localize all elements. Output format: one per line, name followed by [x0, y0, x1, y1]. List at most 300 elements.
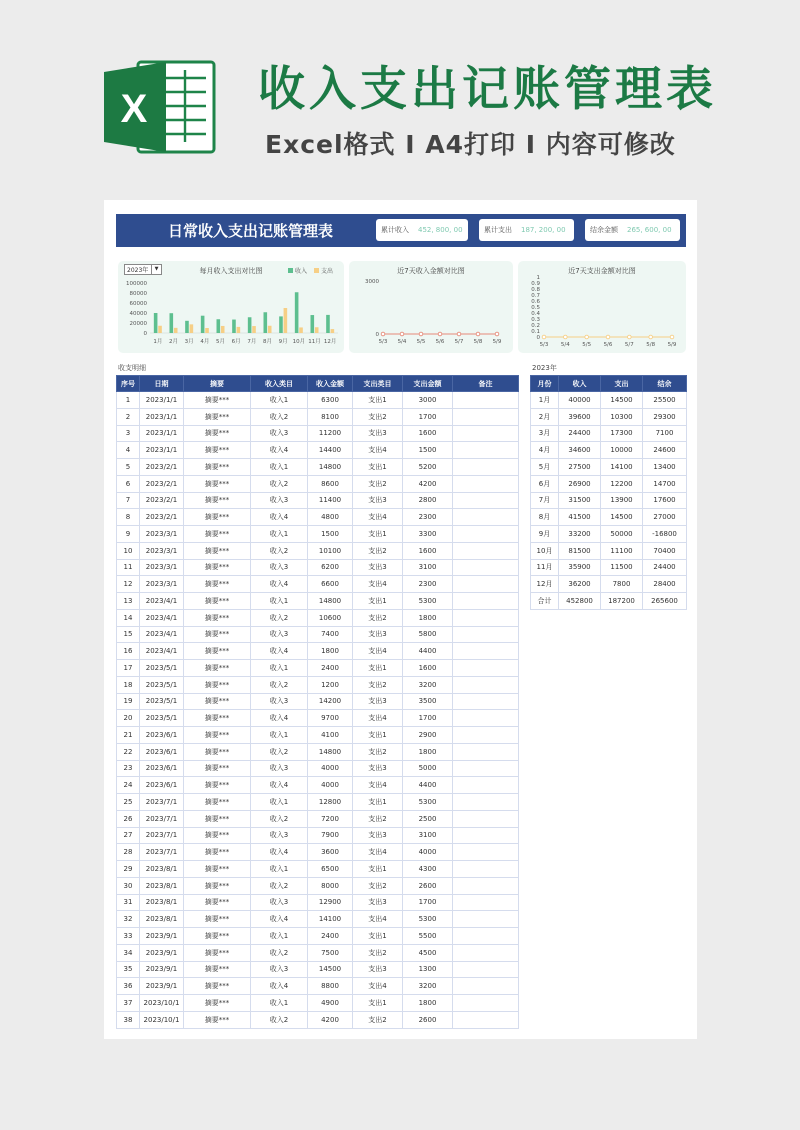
- table-cell[interactable]: 24400: [559, 425, 601, 442]
- table-cell[interactable]: 摘要***: [184, 928, 251, 945]
- table-cell[interactable]: 17300: [601, 425, 643, 442]
- table-cell[interactable]: 收入1: [251, 459, 308, 476]
- table-cell[interactable]: 摘要***: [184, 660, 251, 677]
- table-cell[interactable]: 25500: [643, 392, 687, 409]
- table-cell[interactable]: [453, 643, 519, 660]
- table-cell[interactable]: 2023/5/1: [140, 660, 184, 677]
- table-cell[interactable]: 收入3: [251, 961, 308, 978]
- table-cell[interactable]: 收入3: [251, 559, 308, 576]
- table-cell[interactable]: 2023/8/1: [140, 894, 184, 911]
- table-cell[interactable]: 收入2: [251, 475, 308, 492]
- table-cell[interactable]: 27: [117, 827, 140, 844]
- table-cell[interactable]: 支出3: [353, 693, 403, 710]
- table-cell[interactable]: 1月: [531, 392, 559, 409]
- table-cell[interactable]: 支出1: [353, 794, 403, 811]
- table-cell[interactable]: 摘要***: [184, 459, 251, 476]
- table-cell[interactable]: 支出3: [353, 827, 403, 844]
- table-cell[interactable]: 14200: [308, 693, 353, 710]
- table-cell[interactable]: 8000: [308, 877, 353, 894]
- table-cell[interactable]: 18: [117, 676, 140, 693]
- table-cell[interactable]: 17: [117, 660, 140, 677]
- table-cell[interactable]: 2300: [403, 509, 453, 526]
- table-cell[interactable]: 摘要***: [184, 425, 251, 442]
- table-cell[interactable]: 支出2: [353, 408, 403, 425]
- table-cell[interactable]: 12900: [308, 894, 353, 911]
- table-cell[interactable]: 2023/4/1: [140, 643, 184, 660]
- table-cell[interactable]: [453, 593, 519, 610]
- table-cell[interactable]: 24400: [643, 559, 687, 576]
- table-cell[interactable]: 34: [117, 944, 140, 961]
- table-cell[interactable]: 81500: [559, 542, 601, 559]
- table-cell[interactable]: 收入4: [251, 643, 308, 660]
- table-cell[interactable]: 支出1: [353, 861, 403, 878]
- table-cell[interactable]: 支出4: [353, 710, 403, 727]
- table-cell[interactable]: 24600: [643, 442, 687, 459]
- table-cell[interactable]: 2023/9/1: [140, 944, 184, 961]
- table-cell[interactable]: [453, 660, 519, 677]
- table-cell[interactable]: 17600: [643, 492, 687, 509]
- table-cell[interactable]: 14800: [308, 459, 353, 476]
- table-cell[interactable]: 收入2: [251, 676, 308, 693]
- table-cell[interactable]: 29300: [643, 408, 687, 425]
- table-cell[interactable]: 4: [117, 442, 140, 459]
- table-cell[interactable]: 6600: [308, 576, 353, 593]
- table-cell[interactable]: 支出1: [353, 928, 403, 945]
- table-cell[interactable]: 8800: [308, 978, 353, 995]
- table-cell[interactable]: 2023/3/1: [140, 526, 184, 543]
- chevron-down-icon[interactable]: ▼: [151, 265, 161, 274]
- table-cell[interactable]: 2023/2/1: [140, 492, 184, 509]
- table-cell[interactable]: 5500: [403, 928, 453, 945]
- table-cell[interactable]: 3: [117, 425, 140, 442]
- table-cell[interactable]: 2023/1/1: [140, 392, 184, 409]
- table-cell[interactable]: 支出2: [353, 810, 403, 827]
- table-cell[interactable]: 3月: [531, 425, 559, 442]
- table-cell[interactable]: 2400: [308, 660, 353, 677]
- table-cell[interactable]: 26900: [559, 475, 601, 492]
- table-cell[interactable]: 14500: [601, 392, 643, 409]
- table-cell[interactable]: 收入1: [251, 593, 308, 610]
- table-cell[interactable]: 6月: [531, 475, 559, 492]
- table-cell[interactable]: 支出2: [353, 1011, 403, 1028]
- table-cell[interactable]: 2023/1/1: [140, 442, 184, 459]
- table-cell[interactable]: 收入3: [251, 425, 308, 442]
- table-cell[interactable]: [453, 509, 519, 526]
- table-cell[interactable]: 14500: [308, 961, 353, 978]
- table-cell[interactable]: 13900: [601, 492, 643, 509]
- table-cell[interactable]: 支出1: [353, 727, 403, 744]
- table-cell[interactable]: 支出4: [353, 911, 403, 928]
- table-cell[interactable]: 支出3: [353, 425, 403, 442]
- table-cell[interactable]: 4300: [403, 861, 453, 878]
- table-cell[interactable]: 2600: [403, 877, 453, 894]
- table-cell[interactable]: 3100: [403, 559, 453, 576]
- table-cell[interactable]: 摘要***: [184, 844, 251, 861]
- table-cell[interactable]: 2023/3/1: [140, 576, 184, 593]
- table-cell[interactable]: 2023/6/1: [140, 727, 184, 744]
- table-cell[interactable]: [453, 576, 519, 593]
- table-cell[interactable]: [453, 743, 519, 760]
- table-cell[interactable]: 收入4: [251, 710, 308, 727]
- table-cell[interactable]: 4月: [531, 442, 559, 459]
- table-cell[interactable]: [453, 944, 519, 961]
- table-cell[interactable]: 摘要***: [184, 877, 251, 894]
- table-cell[interactable]: 13: [117, 593, 140, 610]
- table-cell[interactable]: 31500: [559, 492, 601, 509]
- table-cell[interactable]: 5300: [403, 794, 453, 811]
- table-cell[interactable]: 6300: [308, 392, 353, 409]
- table-cell[interactable]: 14500: [601, 509, 643, 526]
- table-cell[interactable]: 收入3: [251, 827, 308, 844]
- table-cell[interactable]: 收入1: [251, 392, 308, 409]
- table-cell[interactable]: 37: [117, 995, 140, 1012]
- table-cell[interactable]: 2023/5/1: [140, 710, 184, 727]
- table-cell[interactable]: 2023/5/1: [140, 693, 184, 710]
- table-cell[interactable]: 2023/2/1: [140, 475, 184, 492]
- table-cell[interactable]: 33200: [559, 526, 601, 543]
- table-cell[interactable]: 10600: [308, 609, 353, 626]
- table-cell[interactable]: 14100: [308, 911, 353, 928]
- table-cell[interactable]: [453, 442, 519, 459]
- table-cell[interactable]: 1600: [403, 660, 453, 677]
- table-cell[interactable]: [453, 727, 519, 744]
- table-cell[interactable]: 6500: [308, 861, 353, 878]
- table-cell[interactable]: 10100: [308, 542, 353, 559]
- table-cell[interactable]: [453, 1011, 519, 1028]
- table-cell[interactable]: 1700: [403, 710, 453, 727]
- table-cell[interactable]: 支出3: [353, 559, 403, 576]
- table-cell[interactable]: 7400: [308, 626, 353, 643]
- table-cell[interactable]: 10000: [601, 442, 643, 459]
- table-cell[interactable]: 5000: [403, 760, 453, 777]
- table-cell[interactable]: 收入2: [251, 944, 308, 961]
- table-cell[interactable]: 收入2: [251, 408, 308, 425]
- table-cell[interactable]: [453, 995, 519, 1012]
- table-cell[interactable]: 12月: [531, 576, 559, 593]
- table-cell[interactable]: 6200: [308, 559, 353, 576]
- table-cell[interactable]: 1800: [403, 743, 453, 760]
- table-cell[interactable]: 27500: [559, 459, 601, 476]
- table-cell[interactable]: 11: [117, 559, 140, 576]
- table-cell[interactable]: 14800: [308, 743, 353, 760]
- table-cell[interactable]: 8600: [308, 475, 353, 492]
- table-cell[interactable]: 2023/1/1: [140, 408, 184, 425]
- table-cell[interactable]: 收入4: [251, 844, 308, 861]
- table-cell[interactable]: 38: [117, 1011, 140, 1028]
- table-cell[interactable]: 14: [117, 609, 140, 626]
- table-cell[interactable]: 8月: [531, 509, 559, 526]
- table-cell[interactable]: 2023/7/1: [140, 827, 184, 844]
- table-cell[interactable]: 摘要***: [184, 609, 251, 626]
- table-cell[interactable]: 收入2: [251, 542, 308, 559]
- table-cell[interactable]: 2023/6/1: [140, 760, 184, 777]
- table-cell[interactable]: 支出1: [353, 459, 403, 476]
- table-cell[interactable]: 27000: [643, 509, 687, 526]
- table-cell[interactable]: 1700: [403, 894, 453, 911]
- table-cell[interactable]: 摘要***: [184, 743, 251, 760]
- table-cell[interactable]: 2300: [403, 576, 453, 593]
- table-cell[interactable]: 7800: [601, 576, 643, 593]
- table-cell[interactable]: 支出3: [353, 760, 403, 777]
- table-cell[interactable]: 8: [117, 509, 140, 526]
- table-cell[interactable]: 3000: [403, 392, 453, 409]
- table-cell[interactable]: 收入2: [251, 810, 308, 827]
- table-cell[interactable]: 摘要***: [184, 475, 251, 492]
- table-cell[interactable]: 12200: [601, 475, 643, 492]
- table-cell[interactable]: 3300: [403, 526, 453, 543]
- table-cell[interactable]: 187200: [601, 593, 643, 610]
- table-cell[interactable]: 2023/2/1: [140, 509, 184, 526]
- table-cell[interactable]: 收入1: [251, 995, 308, 1012]
- table-cell[interactable]: 支出2: [353, 542, 403, 559]
- table-cell[interactable]: 4400: [403, 777, 453, 794]
- table-cell[interactable]: 50000: [601, 526, 643, 543]
- table-cell[interactable]: 2023/9/1: [140, 928, 184, 945]
- table-cell[interactable]: 5300: [403, 593, 453, 610]
- table-cell[interactable]: [453, 710, 519, 727]
- table-cell[interactable]: 2023/7/1: [140, 810, 184, 827]
- table-cell[interactable]: 33: [117, 928, 140, 945]
- table-cell[interactable]: 摘要***: [184, 676, 251, 693]
- table-cell[interactable]: [453, 978, 519, 995]
- table-cell[interactable]: 15: [117, 626, 140, 643]
- table-cell[interactable]: 7200: [308, 810, 353, 827]
- table-cell[interactable]: 7500: [308, 944, 353, 961]
- table-cell[interactable]: [453, 877, 519, 894]
- table-cell[interactable]: 11400: [308, 492, 353, 509]
- table-cell[interactable]: 1200: [308, 676, 353, 693]
- table-cell[interactable]: 摘要***: [184, 408, 251, 425]
- table-cell[interactable]: 2400: [308, 928, 353, 945]
- table-cell[interactable]: 452800: [559, 593, 601, 610]
- table-cell[interactable]: 7月: [531, 492, 559, 509]
- table-cell[interactable]: 支出4: [353, 442, 403, 459]
- table-cell[interactable]: 摘要***: [184, 442, 251, 459]
- table-cell[interactable]: 支出4: [353, 576, 403, 593]
- table-cell[interactable]: 2023/4/1: [140, 593, 184, 610]
- table-cell[interactable]: 2023/7/1: [140, 794, 184, 811]
- table-cell[interactable]: 2月: [531, 408, 559, 425]
- table-cell[interactable]: [453, 626, 519, 643]
- table-cell[interactable]: 28: [117, 844, 140, 861]
- table-cell[interactable]: 16: [117, 643, 140, 660]
- table-cell[interactable]: 支出1: [353, 526, 403, 543]
- table-cell[interactable]: [453, 425, 519, 442]
- table-cell[interactable]: 4200: [403, 475, 453, 492]
- table-cell[interactable]: [453, 928, 519, 945]
- table-cell[interactable]: -16800: [643, 526, 687, 543]
- table-cell[interactable]: 11500: [601, 559, 643, 576]
- table-cell[interactable]: 2023/8/1: [140, 911, 184, 928]
- table-cell[interactable]: 28400: [643, 576, 687, 593]
- table-cell[interactable]: [453, 459, 519, 476]
- table-cell[interactable]: 5月: [531, 459, 559, 476]
- table-cell[interactable]: 5300: [403, 911, 453, 928]
- table-cell[interactable]: 支出2: [353, 743, 403, 760]
- table-cell[interactable]: 14400: [308, 442, 353, 459]
- table-cell[interactable]: 支出1: [353, 593, 403, 610]
- table-cell[interactable]: 25: [117, 794, 140, 811]
- table-cell[interactable]: 5200: [403, 459, 453, 476]
- table-cell[interactable]: 11200: [308, 425, 353, 442]
- table-cell[interactable]: 10300: [601, 408, 643, 425]
- table-cell[interactable]: [453, 526, 519, 543]
- table-cell[interactable]: 12800: [308, 794, 353, 811]
- table-cell[interactable]: [453, 777, 519, 794]
- table-cell[interactable]: 8100: [308, 408, 353, 425]
- table-cell[interactable]: 摘要***: [184, 944, 251, 961]
- table-cell[interactable]: 支出4: [353, 509, 403, 526]
- table-cell[interactable]: 34600: [559, 442, 601, 459]
- table-cell[interactable]: 收入1: [251, 861, 308, 878]
- table-cell[interactable]: 2800: [403, 492, 453, 509]
- table-cell[interactable]: 265600: [643, 593, 687, 610]
- table-cell[interactable]: 支出3: [353, 894, 403, 911]
- table-cell[interactable]: 26: [117, 810, 140, 827]
- table-cell[interactable]: [453, 794, 519, 811]
- table-cell[interactable]: 36: [117, 978, 140, 995]
- table-cell[interactable]: 摘要***: [184, 643, 251, 660]
- table-cell[interactable]: 7: [117, 492, 140, 509]
- table-cell[interactable]: 摘要***: [184, 693, 251, 710]
- table-cell[interactable]: 支出1: [353, 660, 403, 677]
- table-cell[interactable]: 收入1: [251, 526, 308, 543]
- table-cell[interactable]: 支出2: [353, 877, 403, 894]
- table-cell[interactable]: 4000: [308, 760, 353, 777]
- table-cell[interactable]: 收入4: [251, 509, 308, 526]
- table-cell[interactable]: 2900: [403, 727, 453, 744]
- table-cell[interactable]: 收入3: [251, 760, 308, 777]
- table-cell[interactable]: 2023/2/1: [140, 459, 184, 476]
- table-cell[interactable]: 36200: [559, 576, 601, 593]
- table-cell[interactable]: 4000: [403, 844, 453, 861]
- table-cell[interactable]: 摘要***: [184, 593, 251, 610]
- table-cell[interactable]: 2023/9/1: [140, 978, 184, 995]
- table-cell[interactable]: 1300: [403, 961, 453, 978]
- table-cell[interactable]: 35900: [559, 559, 601, 576]
- table-cell[interactable]: 摘要***: [184, 710, 251, 727]
- table-cell[interactable]: 摘要***: [184, 995, 251, 1012]
- table-cell[interactable]: 支出4: [353, 844, 403, 861]
- table-cell[interactable]: 12: [117, 576, 140, 593]
- table-cell[interactable]: 收入3: [251, 894, 308, 911]
- table-cell[interactable]: 2023/8/1: [140, 877, 184, 894]
- table-cell[interactable]: 2600: [403, 1011, 453, 1028]
- table-cell[interactable]: 23: [117, 760, 140, 777]
- table-cell[interactable]: 1500: [308, 526, 353, 543]
- table-cell[interactable]: 22: [117, 743, 140, 760]
- table-cell[interactable]: 2500: [403, 810, 453, 827]
- table-cell[interactable]: 收入2: [251, 877, 308, 894]
- table-cell[interactable]: 收入2: [251, 1011, 308, 1028]
- table-cell[interactable]: 39600: [559, 408, 601, 425]
- table-cell[interactable]: 19: [117, 693, 140, 710]
- table-cell[interactable]: 收入3: [251, 626, 308, 643]
- table-cell[interactable]: 支出3: [353, 961, 403, 978]
- table-cell[interactable]: 摘要***: [184, 810, 251, 827]
- table-cell[interactable]: 9700: [308, 710, 353, 727]
- table-cell[interactable]: 摘要***: [184, 827, 251, 844]
- table-cell[interactable]: [453, 810, 519, 827]
- table-cell[interactable]: 3500: [403, 693, 453, 710]
- table-cell[interactable]: 31: [117, 894, 140, 911]
- table-cell[interactable]: 摘要***: [184, 559, 251, 576]
- table-cell[interactable]: 2023/1/1: [140, 425, 184, 442]
- table-cell[interactable]: [453, 844, 519, 861]
- table-cell[interactable]: [453, 693, 519, 710]
- table-cell[interactable]: [453, 492, 519, 509]
- table-cell[interactable]: 2023/3/1: [140, 559, 184, 576]
- table-cell[interactable]: 摘要***: [184, 760, 251, 777]
- table-cell[interactable]: 摘要***: [184, 492, 251, 509]
- table-cell[interactable]: 收入4: [251, 777, 308, 794]
- table-cell[interactable]: 收入4: [251, 576, 308, 593]
- table-cell[interactable]: 4500: [403, 944, 453, 961]
- table-cell[interactable]: 摘要***: [184, 576, 251, 593]
- table-cell[interactable]: 收入4: [251, 978, 308, 995]
- table-cell[interactable]: 收入4: [251, 442, 308, 459]
- table-cell[interactable]: 摘要***: [184, 509, 251, 526]
- table-cell[interactable]: 70400: [643, 542, 687, 559]
- table-cell[interactable]: 7100: [643, 425, 687, 442]
- table-cell[interactable]: 3200: [403, 978, 453, 995]
- table-cell[interactable]: 4900: [308, 995, 353, 1012]
- table-cell[interactable]: 11月: [531, 559, 559, 576]
- table-cell[interactable]: 收入1: [251, 928, 308, 945]
- table-cell[interactable]: 2023/10/1: [140, 1011, 184, 1028]
- table-cell[interactable]: 支出1: [353, 995, 403, 1012]
- table-cell[interactable]: 摘要***: [184, 861, 251, 878]
- table-cell[interactable]: 支出4: [353, 643, 403, 660]
- table-cell[interactable]: 摘要***: [184, 392, 251, 409]
- table-cell[interactable]: [453, 475, 519, 492]
- table-cell[interactable]: 支出2: [353, 944, 403, 961]
- table-cell[interactable]: 1800: [403, 609, 453, 626]
- table-cell[interactable]: 支出1: [353, 392, 403, 409]
- table-cell[interactable]: 2023/4/1: [140, 626, 184, 643]
- table-cell[interactable]: 3200: [403, 676, 453, 693]
- table-cell[interactable]: 收入1: [251, 794, 308, 811]
- table-cell[interactable]: 支出4: [353, 978, 403, 995]
- table-cell[interactable]: 收入1: [251, 660, 308, 677]
- table-cell[interactable]: 1800: [403, 995, 453, 1012]
- table-cell[interactable]: 1500: [403, 442, 453, 459]
- table-cell[interactable]: 4200: [308, 1011, 353, 1028]
- table-cell[interactable]: 摘要***: [184, 526, 251, 543]
- table-cell[interactable]: 2023/3/1: [140, 542, 184, 559]
- table-cell[interactable]: 14800: [308, 593, 353, 610]
- table-cell[interactable]: 9: [117, 526, 140, 543]
- table-cell[interactable]: 摘要***: [184, 978, 251, 995]
- table-cell[interactable]: 收入4: [251, 911, 308, 928]
- table-cell[interactable]: 1700: [403, 408, 453, 425]
- table-cell[interactable]: 1600: [403, 425, 453, 442]
- table-cell[interactable]: 7900: [308, 827, 353, 844]
- table-cell[interactable]: 1: [117, 392, 140, 409]
- table-cell[interactable]: 21: [117, 727, 140, 744]
- table-cell[interactable]: 支出3: [353, 626, 403, 643]
- table-cell[interactable]: 2023/7/1: [140, 844, 184, 861]
- table-cell[interactable]: [453, 392, 519, 409]
- table-cell[interactable]: [453, 760, 519, 777]
- table-cell[interactable]: 摘要***: [184, 727, 251, 744]
- table-cell[interactable]: 3100: [403, 827, 453, 844]
- table-cell[interactable]: 40000: [559, 392, 601, 409]
- table-cell[interactable]: 2: [117, 408, 140, 425]
- table-cell[interactable]: 13400: [643, 459, 687, 476]
- table-cell[interactable]: 摘要***: [184, 794, 251, 811]
- table-cell[interactable]: 20: [117, 710, 140, 727]
